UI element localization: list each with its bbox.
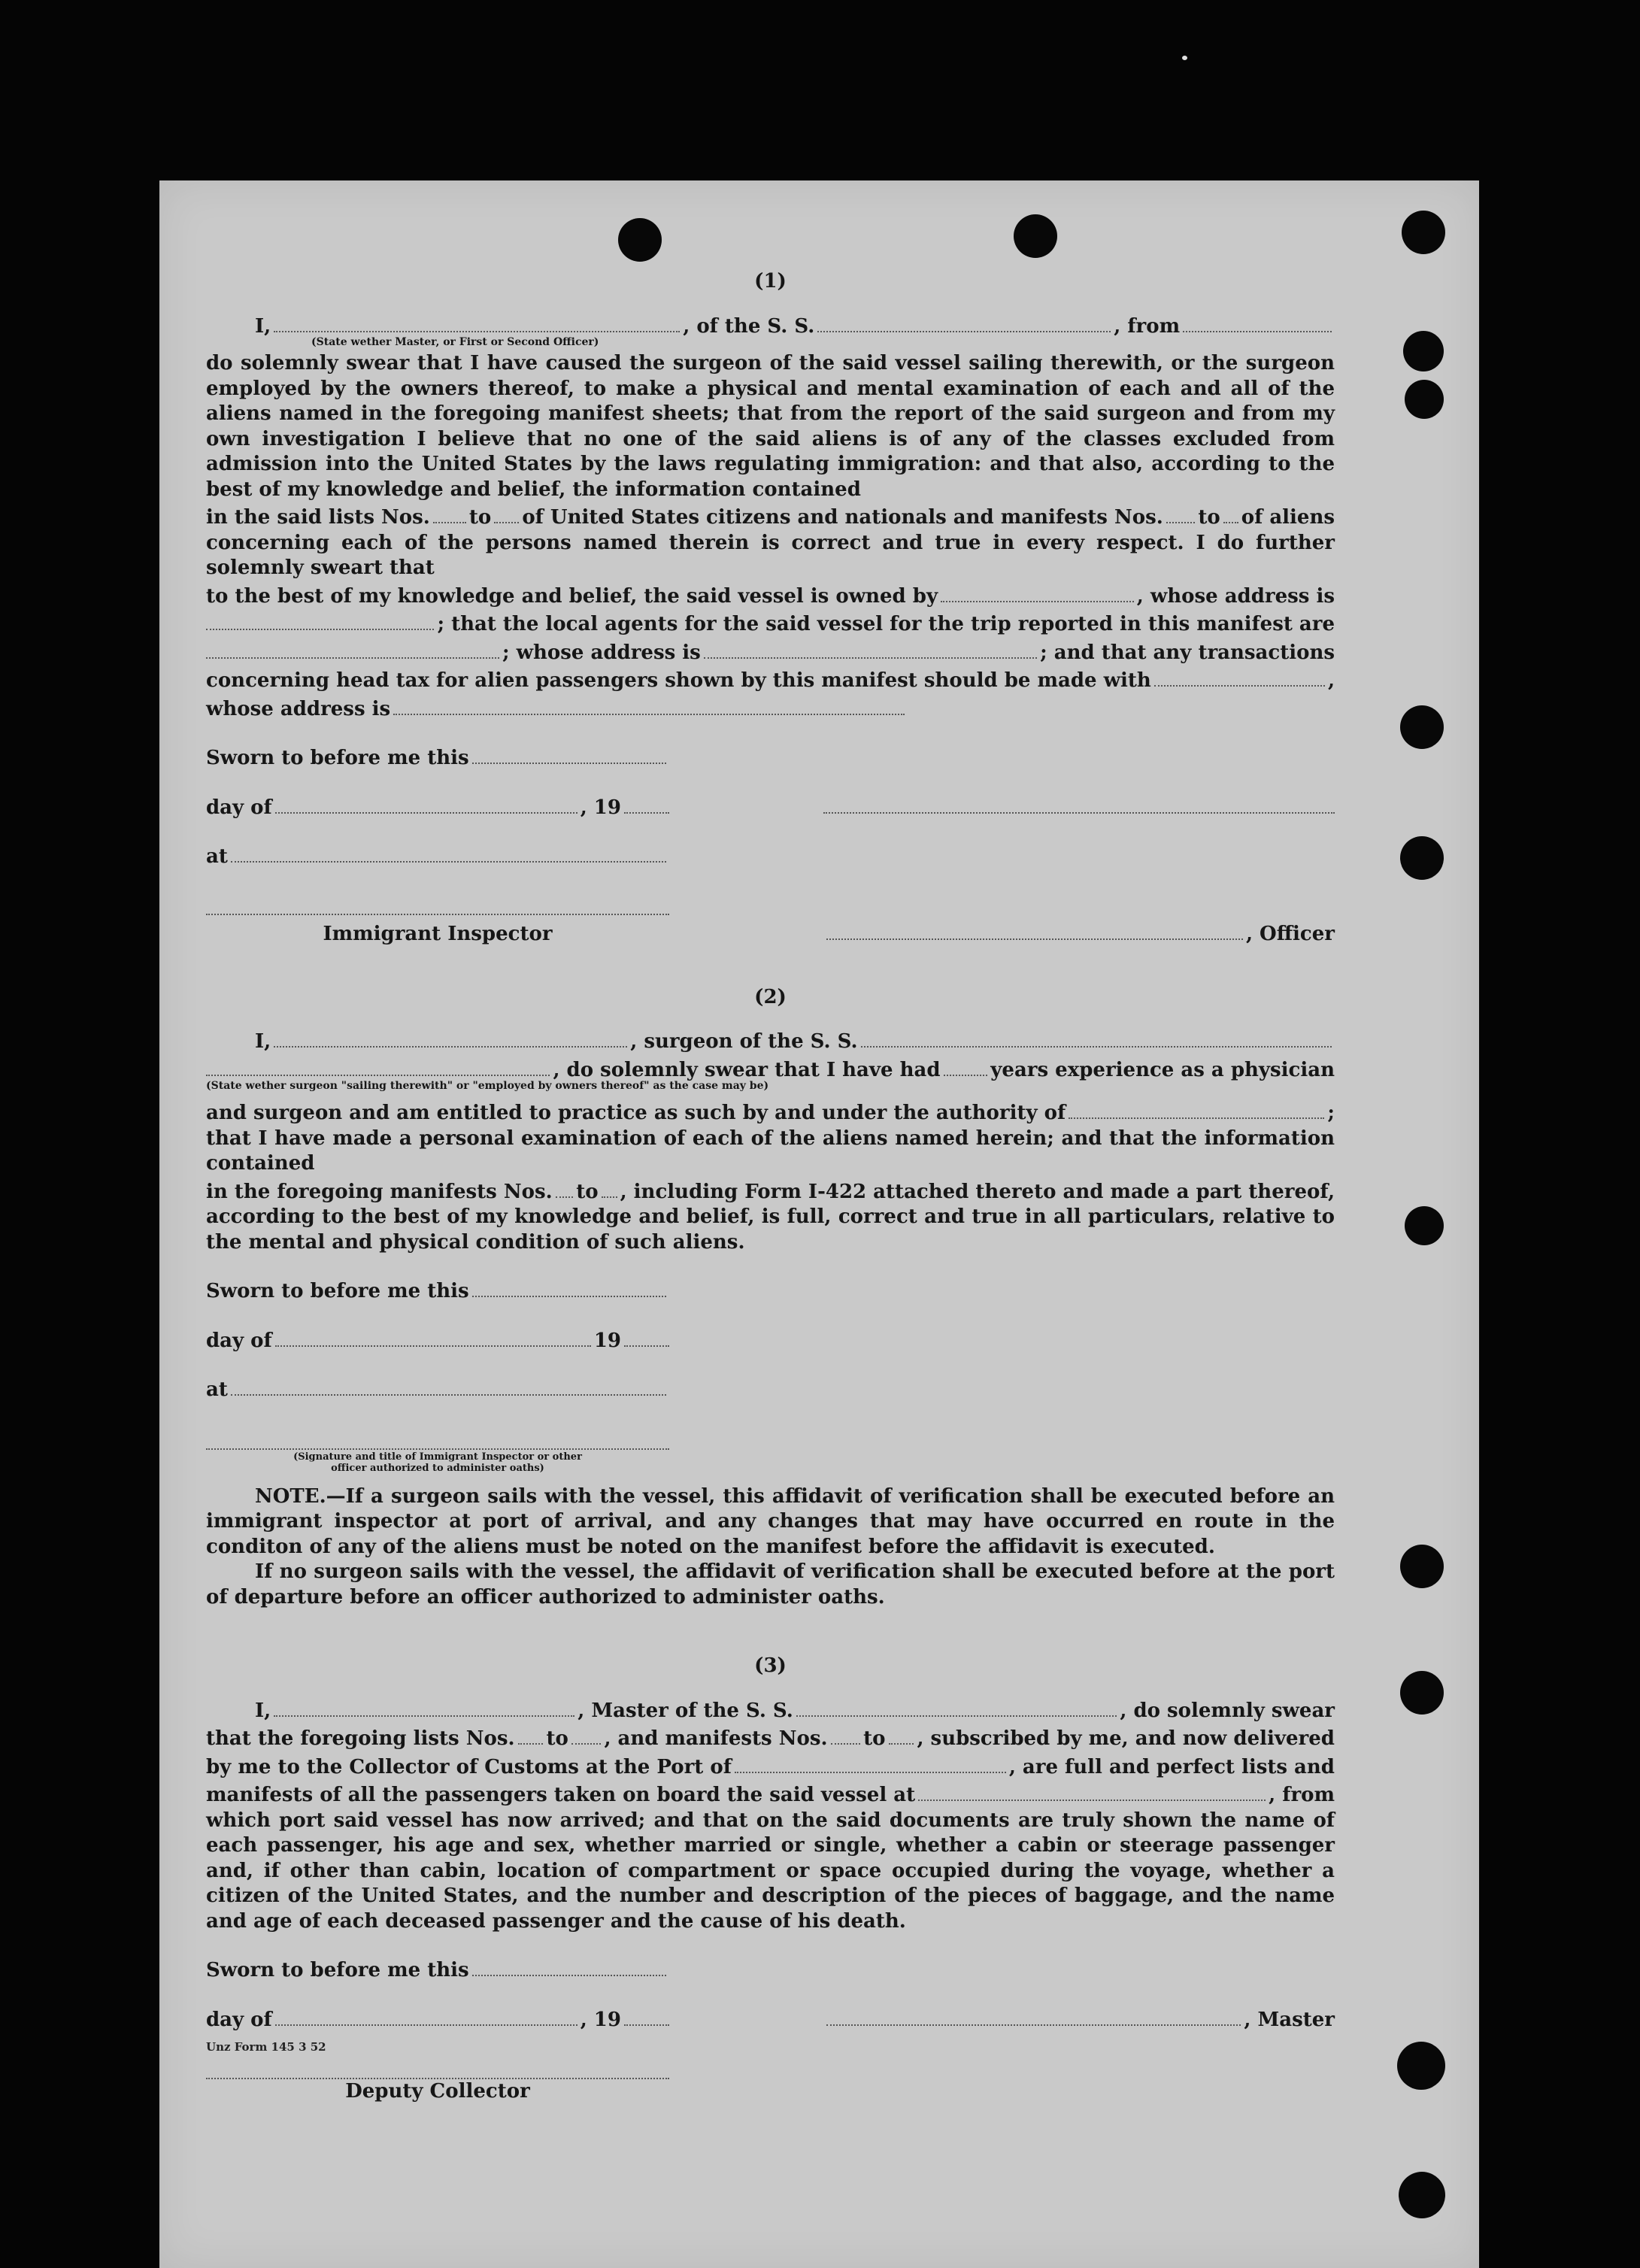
surgeon-line: I, , surgeon of the S. S.: [206, 1026, 1335, 1055]
section-2-number: (2): [754, 985, 787, 1008]
agents-field[interactable]: [206, 638, 499, 659]
head-tax-address-line: whose address is: [206, 694, 1335, 723]
deputy-signature-field[interactable]: [206, 2058, 669, 2079]
collector-port-field[interactable]: [735, 1752, 1006, 1773]
surgeon-name-field[interactable]: [274, 1026, 627, 1048]
signature-caption-2: officer authorized to administer oaths): [331, 1462, 544, 1474]
at-line-2: at: [206, 1375, 669, 1403]
lists-from-field[interactable]: [433, 502, 466, 523]
punch-hole: [1402, 211, 1445, 254]
master-line: I, , of the S. S. , from: [206, 311, 1335, 340]
note-paragraph-1: NOTE.—If a surgeon sails with the vessel, this affidavit of verification shall be executed before an immigrant inspector at port of arrival, and any changes that may have occurred en route in the conditon of any of the aliens must be noted on the manifest before the affidavit is executed.: [206, 1484, 1335, 1558]
agents-address-field[interactable]: [704, 638, 1037, 659]
lists-to-field-3[interactable]: [571, 1724, 602, 1745]
section-1-number: (1): [754, 270, 787, 293]
lists-from-field-3[interactable]: [518, 1724, 544, 1745]
day-line-1: day of , 19: [206, 793, 669, 821]
punch-hole: [1400, 705, 1444, 749]
punch-hole: [1405, 1206, 1444, 1245]
owner-address-field[interactable]: [206, 609, 434, 630]
sworn-field-1[interactable]: [472, 743, 666, 764]
at-line-1: at: [206, 841, 669, 870]
owner-line: to the best of my knowledge and belief, the said vessel is owned by , whose address is: [206, 581, 1335, 610]
manifests-from-field[interactable]: [1166, 502, 1196, 523]
lists-line-3: that the foregoing lists Nos. to , and manifests Nos. to , subscribed by me, and now delivered: [206, 1724, 1335, 1752]
punch-hole: [1400, 836, 1444, 880]
surgeon-ship-field[interactable]: [861, 1026, 1332, 1048]
officer-name-field[interactable]: [826, 919, 1243, 940]
head-tax-address-field[interactable]: [393, 694, 905, 715]
manifests-to-field-2[interactable]: [602, 1177, 617, 1198]
day-field-2[interactable]: [275, 1326, 591, 1347]
punch-hole: [1014, 214, 1057, 258]
authority-line: and surgeon and am entitled to practice as such by and under the authority of ;: [206, 1098, 1335, 1126]
dust-speck: [1182, 56, 1187, 60]
deputy-collector-label: Deputy Collector: [345, 2080, 530, 2103]
agents-line: ; that the local agents for the said vessel for the trip reported in this manifest are: [206, 609, 1335, 638]
day-field-3[interactable]: [275, 2005, 577, 2026]
master-paragraph: which port said vessel has now arrived; and that on the said documents are truly shown the name of each passenger, his age and sex, whether married or single, whether a cabin or steerage passenger and, if other than cabin, location of compartment or space occupied during the voyage, whether a citizen of the United States, and the number and description of the pieces of baggage, and the name and age of each deceased passenger and the cause of his death.: [206, 1809, 1335, 1933]
signature-caption-1: (Signature and title of Immigrant Inspector or other: [293, 1451, 582, 1463]
embark-port-field[interactable]: [918, 1780, 1266, 1801]
inspector-signature-field[interactable]: [206, 894, 669, 915]
surgeon-status-field[interactable]: [206, 1055, 550, 1076]
ship-name-field[interactable]: [817, 311, 1111, 332]
surgeon-paragraph-b: according to the best of my knowledge and belief, is full, correct and true in all particulars, relative to the mental and physical condition of such aliens.: [206, 1205, 1335, 1254]
at-field-2[interactable]: [231, 1375, 666, 1396]
form-content: (1) I, , of the S. S. , from (State wether Master, or First or Second Officer) do solemnly swear that I have caused the surgeon of the said vessel sailing therewith, or the surgeon employed by the owners thereof, to make a physical and mental examination of each and all of the aliens named in the foregoing manifest sheets; that from the report of the said surgeon and from my own investigation I believe that no one of the said aliens is of any of the classes excluded from admission into the United States by the laws regulating immigration: and that also, according to the best of my knowledge and belief, the information contained in the said lists Nos. to of United States citizens and nationals and manifests Nos. to of aliens concerning each of the persons named therein is correct and true in every respect. I do further solemnly sweart that to the best of my knowledge and belief, the said vessel is owned by , whose address is ; that the local agents for the said vessel for the trip reported in this manifest are ; whose address is ; and that any transactions concerning head tax for alien passengers shown by this manifest should be made with , whose address is Sworn to before me this day of , 19 at Immigrant Inspector , Officer (2) I, , surgeon of the S. S. , do solemnly swear that I have had years experience as a physician (State wether surgeon "sailing therewith" or "employed by owners thereof" as the case may be) and surgeon and am entitled to practice as such by and under the authority of ; that I have made a personal examination of each of the aliens named herein; and that the information contained in the foregoing manifests Nos. to , including Form I-422 attached thereto and made a part thereof, according to the best of my knowledge and belief, is full, correct and true in all particulars, relative to the mental and physical condition of such aliens. Sworn to before me this day of 19 at (Signature and title of Immigrant Inspector or other officer authorized to administer oaths) NOTE.—If a surgeon sails with the vessel, this affidavit of verification shall be executed before an immigrant inspector at port of arrival, and any changes that may have occurred en route in the conditon of any of the aliens must be noted on the manifest before the affidavit is executed. If no surgeon sails with the vessel, the affidavit of verification shall be executed before at the port of departure before an officer authorized to administer oaths. (3) I, , Master of the S. S. , do solemnly swear that the foregoing lists Nos. to , and manifests Nos. to , subscribed by me, and now delivered by me to the Collector of Customs at the Port of , are full and perfect lists and manifests of all the passengers taken on board the said vessel at , from which port said vessel has now arrived; and that on the said documents are truly shown the name of each passenger, his age and sex, whether married or single, whether a cabin or steerage passenger and, if other than cabin, location of compartment or space occupied during the voyage, whether a citizen of the United States, and the number and description of the pieces of baggage, and the name and age of each deceased passenger and the cause of his death. Sworn to before me this day of , 19 , Master Deputy Collector: [206, 256, 1335, 2105]
at-field-1[interactable]: [231, 841, 666, 863]
sworn-line-1: Sworn to before me this: [206, 743, 669, 772]
oath-paragraph-a: do solemnly swear that I have caused the surgeon of the said vessel sailing therewith, or the surgeon employed by the owners thereof, to make a physical and mental examination of each and all of the aliens named in the foregoing manifest sheets; that from the report of the said surgeon and from my own investigation I believe that no one of the said aliens is of any of the classes excluded from admission into the United States by the laws regulating immigration: and that also, according to the best of my knowledge and belief, the information contained: [206, 352, 1335, 501]
punch-hole: [1400, 1545, 1444, 1588]
note-paragraph-2: If no surgeon sails with the vessel, the affidavit of verification shall be executed before at the port of departure before an officer authorized to administer oaths.: [206, 1560, 1335, 1609]
year-field-1[interactable]: [624, 793, 669, 814]
punch-hole: [1400, 1671, 1444, 1715]
immigrant-inspector-label: Immigrant Inspector: [323, 923, 553, 945]
sworn-line-3: Sworn to before me this: [206, 1955, 669, 1984]
year-field-2[interactable]: [624, 1326, 669, 1347]
master-line-3: I, , Master of the S. S. , do solemnly swear: [206, 1696, 1335, 1724]
head-tax-field[interactable]: [1154, 666, 1325, 687]
from-port-field[interactable]: [1183, 311, 1332, 332]
punch-hole: [1403, 331, 1444, 371]
surgeon-paragraph-a: that I have made a personal examination of each of the aliens named herein; and that the information contained: [206, 1126, 1335, 1175]
rank-caption: (State wether Master, or First or Second Officer): [311, 336, 599, 348]
lists-line: in the said lists Nos. to of United States citizens and nationals and manifests Nos. to of aliens: [206, 502, 1335, 531]
section-3-number: (3): [754, 1654, 787, 1677]
punch-hole: [1405, 380, 1444, 419]
officer-signature-field[interactable]: [823, 793, 1335, 814]
collector-line: by me to the Collector of Customs at the Port of , are full and perfect lists and: [206, 1752, 1335, 1781]
oath-paragraph-b: concerning each of the persons named therein is correct and true in every respect. I do further solemnly sweart that: [206, 531, 1335, 579]
owner-field[interactable]: [941, 581, 1134, 602]
manifests-to-field[interactable]: [1223, 502, 1238, 523]
manifests-line: in the foregoing manifests Nos. to , including Form I-422 attached thereto and made a part thereof,: [206, 1177, 1335, 1205]
punch-hole: [1397, 2042, 1445, 2090]
day-line-2: day of 19: [206, 1326, 669, 1354]
surgeon-caption: (State wether surgeon "sailing therewith" or "employed by owners thereof" as the case may be): [206, 1080, 769, 1092]
punch-hole: [1399, 2172, 1445, 2218]
day-line-3: day of , 19: [206, 2005, 669, 2033]
head-tax-line: concerning head tax for alien passengers shown by this manifest should be made with ,: [206, 666, 1335, 694]
authority-field[interactable]: [1069, 1098, 1324, 1119]
master-signature-field[interactable]: [826, 2005, 1241, 2026]
name-field[interactable]: [274, 311, 680, 332]
master-ship-field[interactable]: [796, 1696, 1117, 1717]
embark-line: manifests of all the passengers taken on board the said vessel at , from: [206, 1780, 1335, 1809]
year-field-3[interactable]: [624, 2005, 669, 2026]
manifests-from-field-2[interactable]: [556, 1177, 574, 1198]
master-name-field[interactable]: [274, 1696, 574, 1717]
sworn-line-2: Sworn to before me this: [206, 1276, 669, 1305]
surgeon-experience-line: , do solemnly swear that I have had years experience as a physician: [206, 1055, 1335, 1084]
agents-address-line: ; whose address is ; and that any transactions: [206, 638, 1335, 666]
years-field[interactable]: [944, 1055, 988, 1076]
lists-to-field[interactable]: [494, 502, 519, 523]
sworn-field-3[interactable]: [472, 1955, 666, 1976]
signature-field-2[interactable]: [206, 1429, 669, 1450]
day-field-1[interactable]: [275, 793, 577, 814]
manifests-from-field-3[interactable]: [831, 1724, 861, 1745]
sworn-field-2[interactable]: [472, 1276, 666, 1297]
manifests-to-field-3[interactable]: [889, 1724, 914, 1745]
form-number: Unz Form 145 3 52: [206, 2040, 326, 2054]
